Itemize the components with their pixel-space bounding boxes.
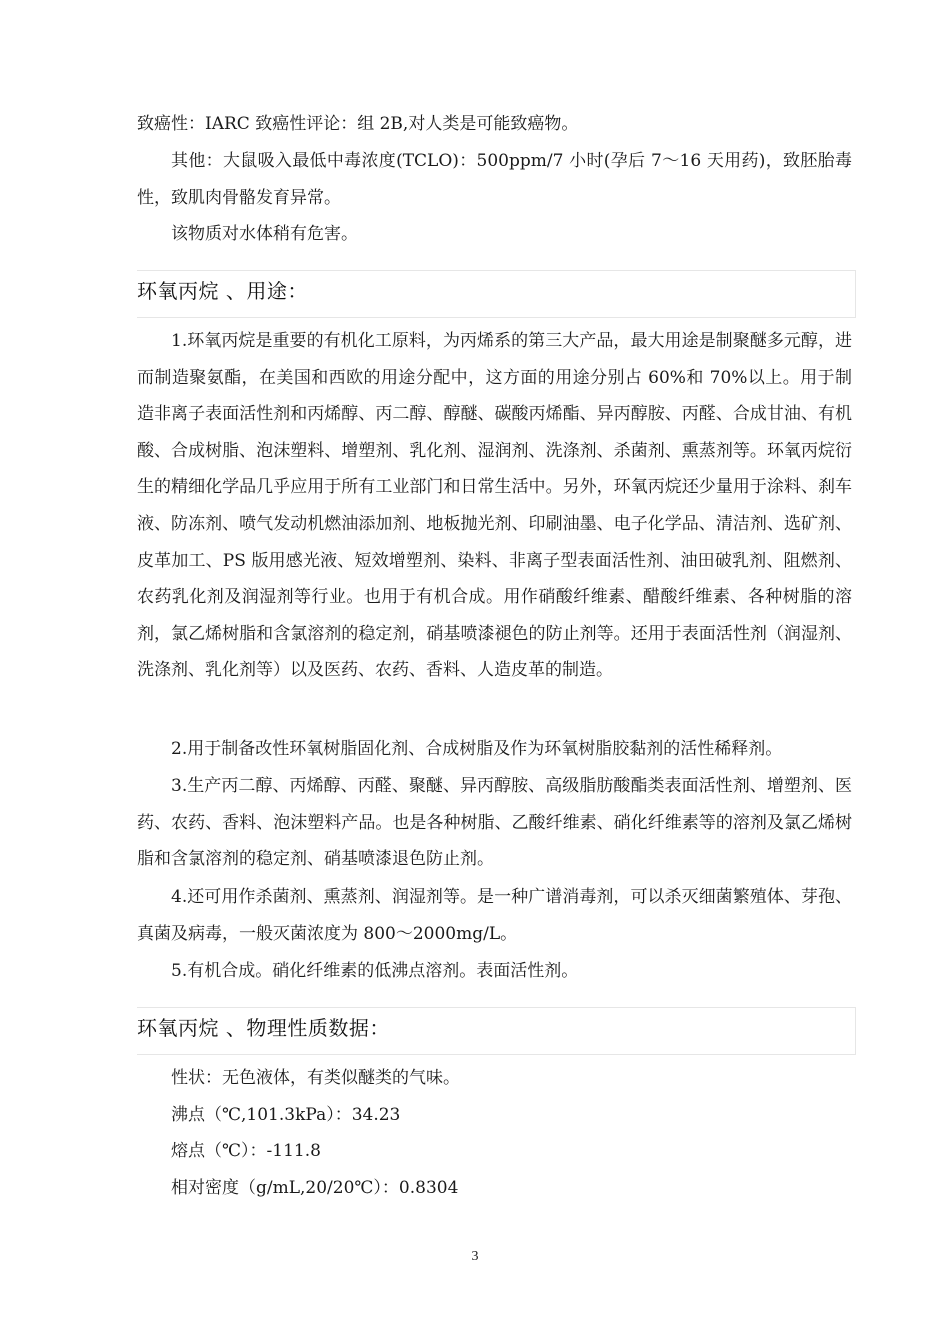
uses-item-5: 5.有机合成。硝化纤维素的低沸点溶剂。表面活性剂。: [171, 961, 579, 981]
uses-heading-text: 环氧丙烷 、用途：: [137, 279, 308, 303]
uses-item-3: 3.生产丙二醇、丙烯醇、丙醛、聚醚、异丙醇胺、高级脂肪酸酯类表面活性剂、增塑剂、医药、农药、香料、泡沫塑料产品。也是各种树脂、乙酸纤维素、硝化纤维素等的溶剂及氯乙烯树脂和含氯溶剂的稳定剂、硝基喷漆退色防止剂。: [137, 776, 852, 870]
physical-section-heading: [137, 1007, 856, 1055]
appearance-text: 性状：无色液体，有类似醚类的气味。: [171, 1068, 460, 1088]
uses-item-4: 4.还可用作杀菌剂、熏蒸剂、润湿剂等。是一种广谱消毒剂，可以杀灭细菌繁殖体、芽孢、真菌及病毒，一般灭菌浓度为 800～2000mg/L。: [137, 887, 852, 944]
carcinogenicity-text: 致癌性：IARC 致癌性评论：组 2B,对人类是可能致癌物。: [137, 114, 579, 134]
uses-item-2: 2.用于制备改性环氧树脂固化剂、合成树脂及作为环氧树脂胶黏剂的活性稀释剂。: [171, 739, 783, 759]
physical-heading-text: 环氧丙烷 、物理性质数据：: [137, 1016, 390, 1040]
melting-point-text: 熔点（℃）：-111.8: [171, 1141, 321, 1161]
boiling-point-text: 沸点（℃,101.3kPa）：34.23: [171, 1105, 401, 1125]
page-number: 3: [471, 1249, 479, 1264]
uses-item-1: 1.环氧丙烷是重要的有机化工原料，为丙烯系的第三大产品，最大用途是制聚醚多元醇，进而制造聚氨酯，在美国和西欧的用途分配中，这方面的用途分别占 60%和 70%以上。用于制造非离子表面活性剂和丙烯醇、丙二醇、醇醚、碳酸丙烯酯、异丙醇胺、丙醛、合成甘油、有机酸、合成树脂、泡沫塑料、增塑剂、乳化剂、湿润剂、洗涤剂、杀菌剂、熏蒸剂等。环氧丙烷衍生的精细化学品几乎应用于所有工业部门和日常生活中。另外，环氧丙烷还少量用于涂料、刹车液、防冻剂、喷气发动机燃油添加剂、地板抛光剂、印刷油墨、电子化学品、清洁剂、选矿剂、皮革加工、PS 版用感光液、短效增塑剂、染料、非离子型表面活性剂、油田破乳剂、阻燃剂、农药乳化剂及润湿剂等行业。也用于有机合成。用作硝酸纤维素、醋酸纤维素、各种树脂的溶剂，氯乙烯树脂和含氯溶剂的稳定剂，硝基喷漆褪色的防止剂等。还用于表面活性剂（润湿剂、洗涤剂、乳化剂等）以及医药、农药、香料、人造皮革的制造。: [137, 331, 852, 681]
relative-density-text: 相对密度（g/mL,20/20℃）：0.8304: [171, 1178, 459, 1198]
uses-section-heading: [137, 270, 856, 318]
water-hazard-text: 该物质对水体稍有危害。: [171, 224, 358, 244]
other-toxicity-text: 其他：大鼠吸入最低中毒浓度(TCLO)：500ppm/7 小时(孕后 7～16 天用药)，致胚胎毒性，致肌肉骨骼发育异常。: [137, 151, 852, 208]
